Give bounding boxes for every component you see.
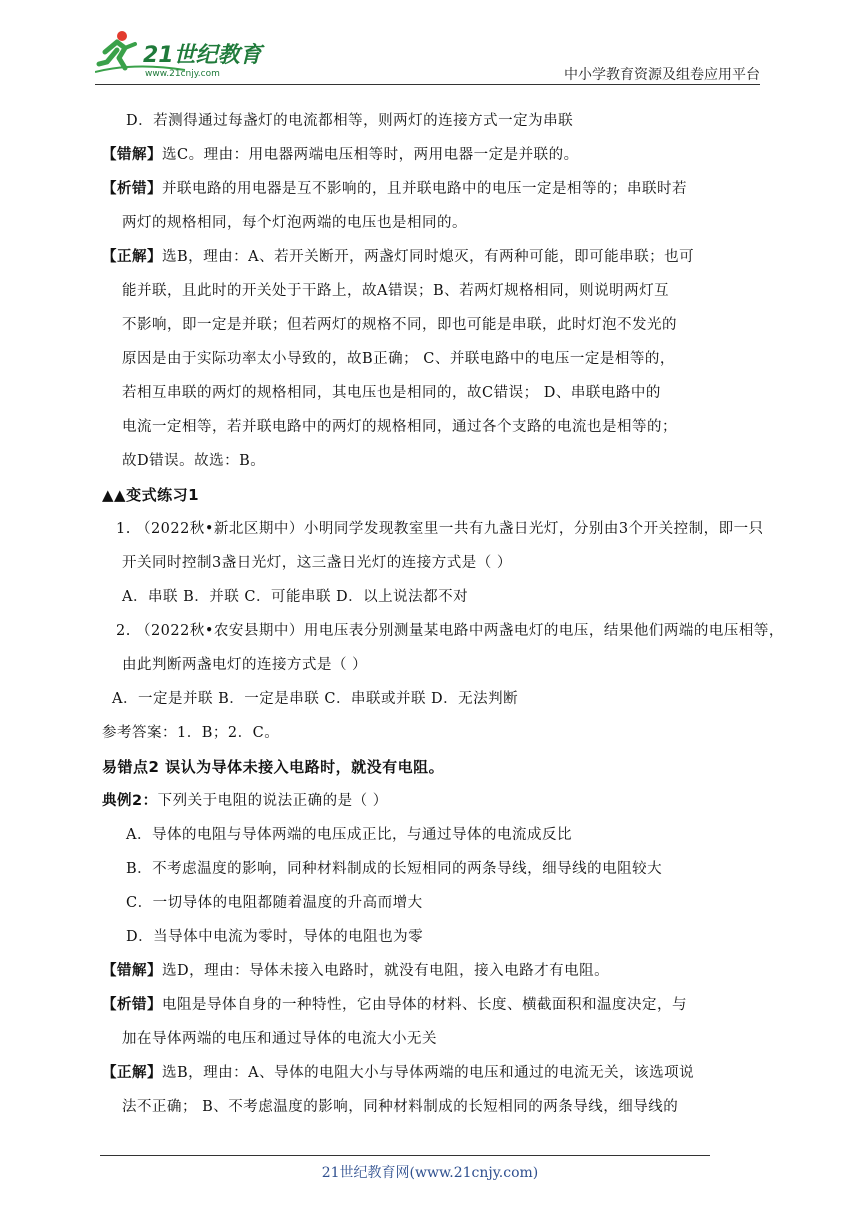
error-analysis-cont: 两灯的规格相同，每个灯泡两端的电压也是相同的。 [122, 215, 467, 231]
correct-answer-cont: 原因是由于实际功率太小导致的，故B正确； C、并联电路中的电压一定是相等的， [122, 351, 675, 367]
header-divider [95, 84, 760, 85]
correct-answer-cont: 不影响，即一定是并联；但若两灯的规格不同，即也可能是串联，此时灯泡不发光的 [122, 317, 677, 333]
correct-answer-cont: 若相互串联的两灯的规格相同，其电压也是相同的，故C错误； D、串联电路中的 [122, 385, 661, 401]
correct-answer-line-2: 【正解】选B，理由：A、导体的电阻大小与导体两端的电压和通过的电流无关，该选项说 [102, 1065, 695, 1081]
correct-answer-cont: 电流一定相等，若并联电路中的两灯的规格相同，通过各个支路的电流也是相等的； [122, 419, 677, 435]
correct-answer-cont-2: 法不正确； B、不考虑温度的影响，同种材料制成的长短相同的两条导线，细导线的 [122, 1099, 679, 1115]
question-2-cont: 由此判断两盏电灯的连接方式是（ ） [122, 657, 368, 673]
example-2-option-c: C．一切导体的电阻都随着温度的升高而增大 [126, 895, 423, 911]
example-2-question: 典例2：下列关于电阻的说法正确的是（ ） [102, 793, 388, 809]
site-logo [95, 28, 265, 80]
question-1-options: A．串联 B．并联 C．可能串联 D．以上说法都不对 [122, 589, 469, 605]
question-1-cont: 开关同时控制3盏日光灯，这三盏日光灯的连接方式是（ ） [122, 555, 512, 571]
question-1: 1. （2022秋•新北区期中）小明同学发现教室里一共有九盏日光灯，分别由3个开关控制，即一只 [116, 521, 764, 537]
logo-url: www.21cnjy.com [145, 69, 220, 79]
error-analysis-line: 【析错】并联电路的用电器是互不影响的，且并联电路中的电压一定是相等的；串联时若 [102, 181, 687, 197]
correct-answer-cont: 能并联，且此时的开关处于干路上，故A错误；B、若两灯规格相同，则说明两灯互 [122, 283, 670, 299]
error-analysis-line-2: 【析错】电阻是导体自身的一种特性，它由导体的材料、长度、横截面积和温度决定，与 [102, 997, 687, 1013]
reference-answers: 参考答案：1．B；2．C。 [102, 725, 280, 741]
wrong-answer-line-2: 【错解】选D，理由：导体未接入电路时，就没有电阻，接入电路才有电阻。 [102, 963, 610, 979]
document-body [102, 104, 784, 1124]
header-platform-text: 中小学教育资源及组卷应用平台 [564, 67, 760, 83]
footer-divider [100, 1155, 710, 1156]
question-2: 2. （2022秋•农安县期中）用电压表分别测量某电路中两盏电灯的电压，结果他们两端的电压相等， [116, 623, 784, 639]
question-2-options: A．一定是并联 B．一定是串联 C．串联或并联 D．无法判断 [112, 691, 519, 707]
correct-answer-line: 【正解】选B，理由：A、若开关断开，两盏灯同时熄灭，有两种可能，即可能串联；也可 [102, 249, 695, 265]
logo-text: 21世纪教育 [143, 43, 262, 68]
wrong-answer-line: 【错解】选C。理由：用电器两端电压相等时，两用电器一定是并联的。 [102, 147, 579, 163]
error-point-heading: 易错点2 误认为导体未接入电路时，就没有电阻。 [102, 758, 445, 776]
page-header [95, 28, 760, 84]
correct-answer-cont: 故D错误。故选：B。 [122, 453, 266, 469]
example-2-option-b: B．不考虑温度的影响，同种材料制成的长短相同的两条导线，细导线的电阻较大 [126, 861, 663, 877]
example-2-option-a: A．导体的电阻与导体两端的电压成正比，与通过导体的电流成反比 [126, 827, 572, 843]
error-analysis-cont-2: 加在导体两端的电压和通过导体的电流大小无关 [122, 1031, 437, 1047]
footer-text: 21世纪教育网(www.21cnjy.com) [321, 1165, 539, 1181]
example-2-option-d: D．当导体中电流为零时，导体的电阻也为零 [126, 929, 424, 945]
section-heading: ▲▲变式练习1 [102, 486, 200, 504]
option-d-line: D．若测得通过每盏灯的电流都相等，则两灯的连接方式一定为串联 [126, 113, 574, 129]
